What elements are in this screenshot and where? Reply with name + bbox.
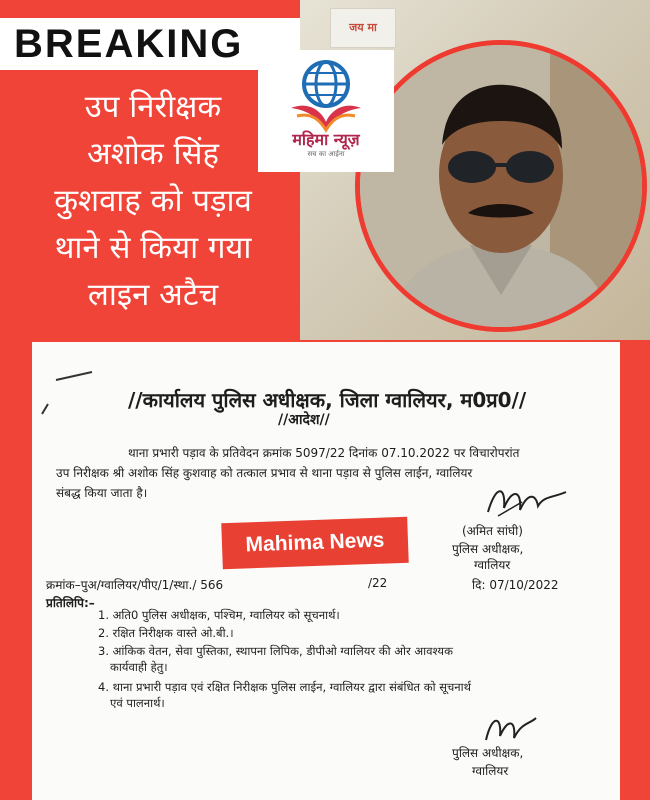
footer-signature-icon — [480, 710, 540, 750]
shop-sign: जय मा — [330, 8, 396, 48]
footer-city: ग्वालियर — [472, 764, 509, 778]
body-line-3: संबद्ध किया जाता है। — [56, 486, 148, 500]
headline-line-5: लाइन अटैच — [87, 277, 219, 313]
signatory-post: पुलिस अधीक्षक, — [452, 542, 524, 556]
copy-item-3-cont: कार्यवाही हेतु। — [110, 660, 168, 674]
copy-label: प्रतिलिपि:– — [46, 596, 95, 610]
breaking-label: BREAKING — [0, 18, 300, 70]
order-document — [32, 342, 620, 800]
body-line-1: थाना प्रभारी पड़ाव के प्रतिवेदन क्रमांक 5097/22 दिनांक 07.10.2022 पर विचारोपरांत — [128, 446, 520, 460]
signature-icon — [482, 478, 572, 524]
headline-line-4: थाने से किया गया — [54, 230, 252, 266]
copy-item-2: 2. रक्षित निरीक्षक वास्ते ओ.बी.। — [98, 626, 234, 640]
copy-item-3: 3. आंकिक वेतन, सेवा पुस्तिका, स्थापना लिपिक, डीपीओ ग्वालियर की ओर आवश्यक — [98, 644, 453, 658]
pen-mark-icon — [36, 362, 106, 422]
copy-item-4: 4. थाना प्रभारी पड़ाव एवं रक्षित निरीक्षक पुलिस लाईन, ग्वालियर द्वारा संबंधित को सूचनार्थ — [98, 680, 471, 694]
order-heading: //आदेश// — [278, 412, 330, 428]
reference-date: दि: 07/10/2022 — [472, 578, 559, 592]
reference-number: क्रमांक–पुअ/ग्वालियर/पीए/1/स्था./ 566 — [46, 578, 224, 592]
headline-line-3: कुशवाह को पड़ाव — [54, 183, 252, 219]
office-title: //कार्यालय पुलिस अधीक्षक, जिला ग्वालियर, म0प्र0// — [128, 388, 527, 412]
signatory-name: (अमित सांघी) — [462, 524, 523, 538]
footer-post: पुलिस अधीक्षक, — [452, 746, 524, 760]
reference-year: /22 — [368, 576, 388, 590]
logo-tagline: सच का आईना — [307, 150, 345, 158]
headline — [8, 84, 298, 319]
officer-photo — [355, 40, 647, 332]
banner-area — [0, 0, 650, 340]
headline-line-1: उप निरीक्षक — [84, 89, 222, 125]
body-line-2: उप निरीक्षक श्री अशोक सिंह कुशवाह को तत्काल प्रभाव से थाना पड़ाव से पुलिस लाईन, ग्वालियर — [56, 466, 473, 480]
logo-name: महिमा न्यूज़ — [292, 130, 360, 149]
signatory-city: ग्वालियर — [474, 558, 511, 572]
copy-item-1: 1. अति0 पुलिस अधीक्षक, पश्चिम, ग्वालियर को सूचनार्थ। — [98, 608, 340, 622]
mahima-news-logo — [258, 50, 394, 172]
headline-line-2: अशोक सिंह — [87, 136, 219, 172]
globe-icon — [283, 56, 369, 134]
mahima-news-watermark: Mahima News — [221, 517, 408, 569]
copy-item-4-cont: एवं पालनार्थ। — [110, 696, 165, 710]
